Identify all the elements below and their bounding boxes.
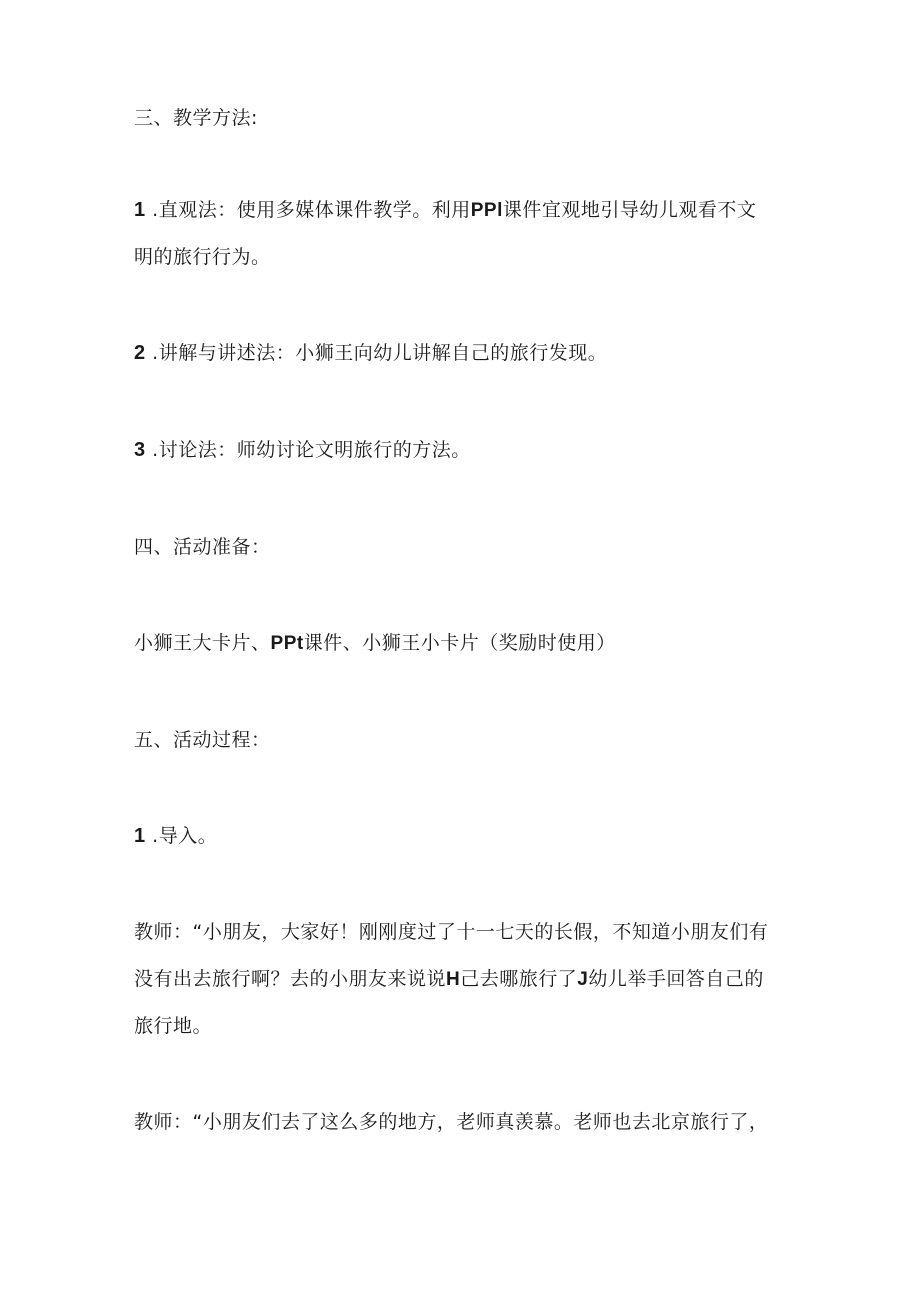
preparation-materials: 小狮王大卡片、PPt课件、小狮王小卡片（奖励时使用） [134, 632, 616, 654]
item-number: 1 [134, 199, 146, 221]
method-item-3: 3 .讨论法：师幼讨论文明旅行的方法。 [134, 439, 471, 461]
method-item-2: 2 .讲解与讲述法：小狮王向幼儿讲解自己的旅行发现。 [134, 342, 608, 364]
process-step-1: 1 .导入。 [134, 825, 218, 847]
section-heading-preparation: 四、活动准备： [134, 536, 271, 558]
section-heading-process: 五、活动过程： [134, 729, 271, 751]
paragraph-teacher-1-line-3: 旅行地。 [134, 1015, 213, 1037]
item-number: 1 [134, 825, 146, 847]
paragraph-teacher-1-line-2: 没有出去旅行啊？去的小朋友来说说H己去哪旅行了J幼儿举手回答自己的 [134, 968, 764, 990]
item-number: 3 [134, 439, 146, 461]
method-item-1: 1 .直观法：使用多媒体课件教学。利用PPl课件宜观地引导幼儿观看不文 [134, 199, 757, 221]
paragraph-teacher-1-line-1: 教师：“小朋友，大家好！刚刚度过了十一七天的长假，不知道小朋友们有 [134, 921, 769, 943]
paragraph-teacher-2: 教师：“小朋友们去了这么多的地方，老师真羡慕。老师也去北京旅行了， [134, 1111, 769, 1133]
section-heading-teaching-methods: 三、教学方法: [134, 107, 258, 129]
method-item-1-continued: 明的旅行行为。 [134, 246, 271, 268]
item-number: 2 [134, 342, 146, 364]
